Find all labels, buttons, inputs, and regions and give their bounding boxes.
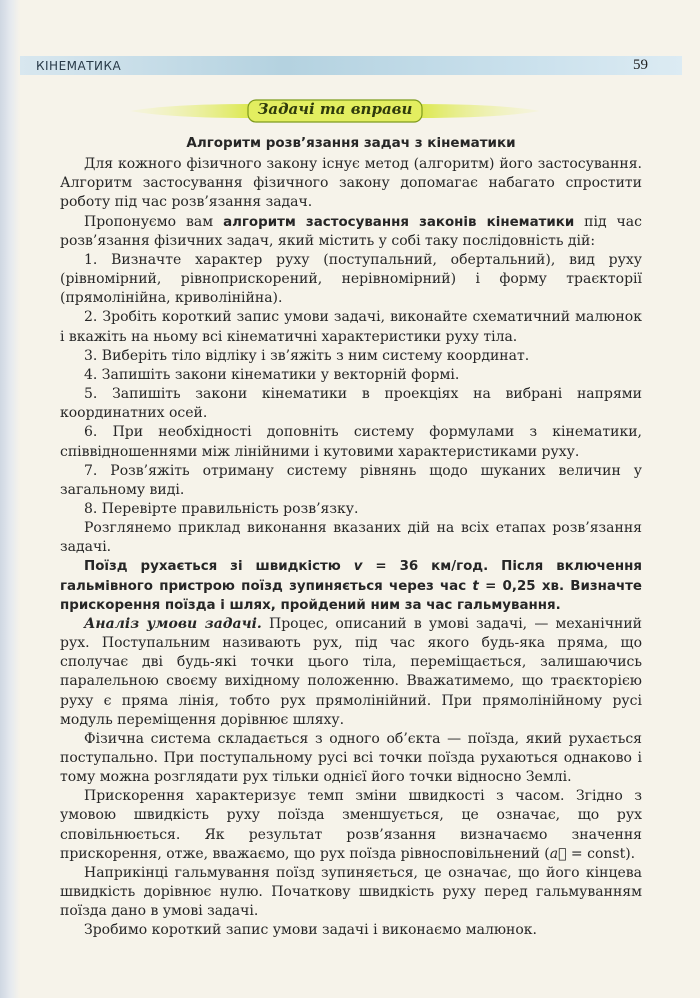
algorithm-step-2: 2. Зробіть короткий запис умови задачі, виконайте схематичний малюнок і вкажіть на ньому всі кінематичні характеристики руху тіла. (60, 309, 642, 345)
algorithm-step-1: 1. Визначте характер руху (поступальний, обертальний), вид руху (рівномірний, рівноприскорений, нерівномірний) і форму траєкторії (прямолінійна, криволінійна). (60, 251, 642, 307)
paragraph-physical-system: Фізична система складається з одного об’єкта — поїзда, який рухається поступально. При поступальному русі всі точки поїзда рухаються однаково і тому можна розглядати рух тільки однієї його точки відносно Землі. (60, 730, 642, 786)
paragraph-algorithm-intro (60, 213, 642, 251)
symbol-v: v (353, 559, 363, 575)
algorithm-step-4: 4. Запишіть закони кінематики у векторній формі. (84, 366, 460, 383)
text-run: = 36 км/год. Після включення гальмівного пристрою поїзд зупиняється через час (60, 559, 642, 594)
text-run: Поїзд рухається зі швидкістю (84, 559, 354, 575)
algorithm-step-8: 8. Перевірте правильність розв’язку. (84, 500, 359, 517)
algorithm-step-3: 3. Виберіть тіло відліку і зв’яжіть з ним систему координат. (84, 347, 530, 364)
paragraph-example-intro: Розглянемо приклад виконання вказаних дій на всіх етапах розв’язання задачі. (60, 520, 642, 556)
algorithm-step-5: 5. Запишіть закони кінематики в проекціях на вибрані напрями координатних осей. (60, 386, 642, 422)
text-run: під час розв’язання фізичних задач, який містить у собі таку послідовність дій: (60, 213, 642, 249)
page-binding-edge (0, 0, 20, 998)
paragraph-intro: Для кожного фізичного закону існує метод (алгоритм) його застосування. Алгоритм застосування фізичного закону допомагає набагато спростити роботу під час розв’язання задач. (60, 156, 642, 211)
text-run: = const). (566, 845, 636, 862)
page-number: 59 (633, 57, 648, 73)
analysis-label: Аналіз умови задачі. (84, 615, 262, 632)
algorithm-step-7: 7. Розв’яжіть отриману систему рівнянь щодо шуканих величин у загальному виді. (60, 462, 642, 498)
page-body (60, 134, 642, 941)
bold-term: алгоритм застосування законів кінематики (223, 214, 575, 230)
text-run: Процес, описаний в умові задачі, — механічний рух. Поступальним називають рух, під час якого будь-яка пряма, що сполучає дві будь-які точки цього тіла, переміщається, залишаючись паралельною своєму вихідному положенню. Вважатимемо, що траєкторією руху є пряма лінія, тобто рух прямолінійний. При прямолінійному русі модуль переміщення дорівнює шляху. (60, 615, 642, 728)
section-heading: Алгоритм розв’язання задач з кінематики (186, 135, 516, 151)
vector-a: a⃗ (549, 845, 567, 862)
banner-title: Задачі та вправи (257, 100, 413, 118)
algorithm-step-6: 6. При необхідності доповніть систему формулами з кінематики, співвідношеннями між лінійними і кутовими характеристиками руху. (60, 424, 642, 460)
problem-statement (60, 557, 642, 614)
paragraph-next-step: Зробимо короткий запис умови задачі і виконаємо малюнок. (84, 922, 537, 939)
section-banner (130, 99, 540, 123)
text-run: Прискорення характеризує темп зміни швидкості з часом. Згідно з умовою швидкість руху поїзда зменшується, це означає, що рух сповільнюється. Як результат розв’язання визначаємо значення прискорення, отже, вважаємо, що рух поїзда рівносповільнений ( (60, 788, 642, 862)
text-run: = 0,25 хв. Визначте прискорення поїзда і шлях, пройдений ним за час гальмування. (60, 578, 642, 613)
symbol-t: t (472, 578, 479, 594)
paragraph-acceleration (60, 787, 642, 864)
text-run: Пропонуємо вам (84, 213, 224, 230)
running-header-title: КІНЕМАТИКА (36, 59, 122, 73)
paragraph-final-speed: Наприкінці гальмування поїзд зупиняється, це означає, що його кінцева швидкість дорівнює нулю. Початкову швидкість руху перед гальмуванням поїзда дано в умові задачі. (60, 864, 642, 920)
paragraph-analysis (60, 615, 642, 730)
